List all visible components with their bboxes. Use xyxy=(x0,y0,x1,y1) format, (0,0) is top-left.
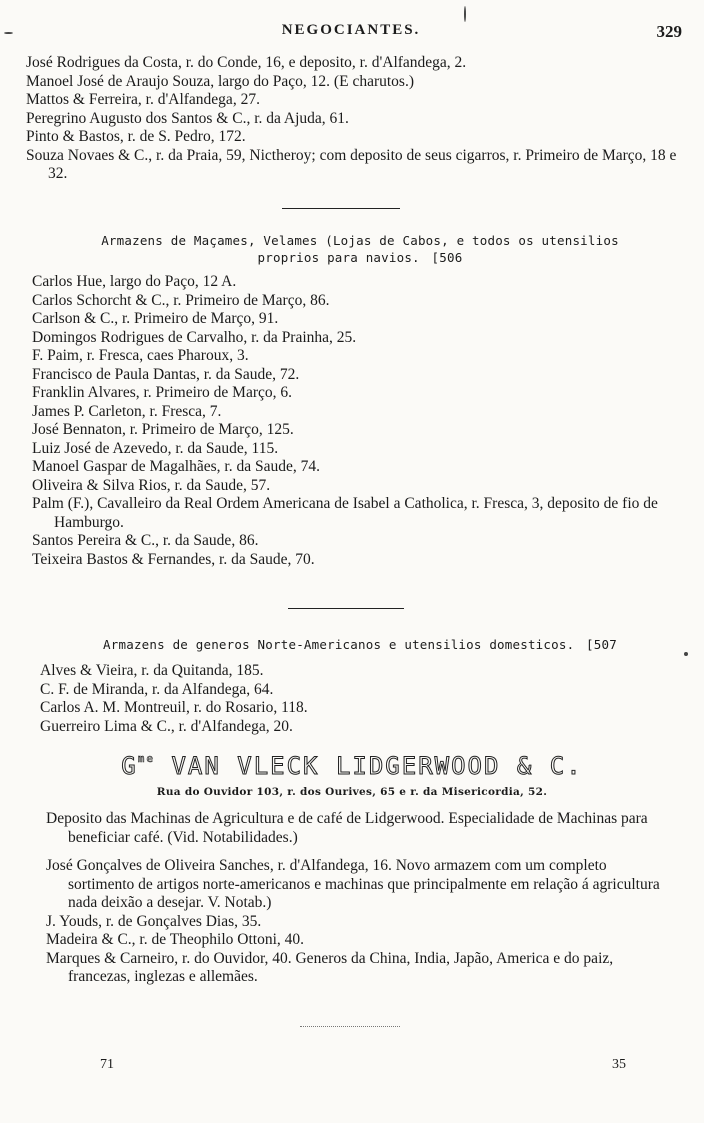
section-heading-text: Armazens de Maçames, Velames (Lojas de Cabos, e todos os utensilios proprios para navios. xyxy=(101,233,619,265)
list-item: Guerreiro Lima & C., r. d'Alfandega, 20. xyxy=(40,717,293,735)
list-item: José Gonçalves de Oliveira Sanches, r. d'Alfandega, 16. Novo armazem com um completo sortimento de artigos norte-americanos e machinas que principalmente em relação á agricultura nada deixão a desejar. V. Notab.) xyxy=(46,857,660,911)
footer-signature-left: 71 xyxy=(100,1057,114,1072)
list-item: James P. Carleton, r. Fresca, 7. xyxy=(32,402,222,420)
margin-mark xyxy=(684,652,688,656)
section-divider xyxy=(282,208,400,209)
dotted-divider xyxy=(300,1026,400,1027)
van-vleck-name: VAN VLECK LIDGERWOOD & C. xyxy=(171,752,583,780)
macames-entry-list xyxy=(32,273,692,569)
van-vleck-heading xyxy=(0,752,704,780)
list-item: Franklin Alvares, r. Primeiro de Março, 6. xyxy=(32,384,293,401)
top-entry-list xyxy=(26,54,686,184)
list-item: José Rodrigues da Costa, r. do Conde, 16, e deposito, r. d'Alfandega, 2. xyxy=(26,54,467,71)
list-item: Mattos & Ferreira, r. d'Alfandega, 27. xyxy=(26,91,260,108)
list-item: Teixeira Bastos & Fernandes, r. da Saude, 70. xyxy=(32,550,315,568)
list-item: Souza Novaes & C., r. da Praia, 59, Nictheroy; com deposito de seus cigarros, r. Primeiro de Março, 18 e 32. xyxy=(26,146,677,182)
section-divider xyxy=(288,608,404,609)
list-item: Peregrino Augusto dos Santos & C., r. da Ajuda, 61. xyxy=(26,109,349,127)
van-vleck-address: Rua do Ouvidor 103, r. dos Ourives, 65 e r. da Misericordia, 52. xyxy=(156,786,548,798)
list-item: Carlos A. M. Montreuil, r. do Rosario, 118. xyxy=(40,699,308,716)
section-number: [506 xyxy=(431,250,463,265)
page-header xyxy=(20,22,682,46)
list-item: J. Youds, r. de Gonçalves Dias, 35. xyxy=(46,912,262,930)
section-heading-text: Armazens de generos Norte-Americanos e utensilios domesticos. xyxy=(103,637,575,652)
generos-entry-list-b xyxy=(46,810,674,987)
list-item: F. Paim, r. Fresca, caes Pharoux, 3. xyxy=(32,347,249,364)
section-number: [507 xyxy=(586,637,617,652)
list-item: Oliveira & Silva Rios, r. da Saude, 57. xyxy=(32,476,271,494)
footer-signature-right: 35 xyxy=(612,1057,626,1072)
section-heading-macames xyxy=(70,232,650,266)
section-heading-generos xyxy=(70,636,650,653)
list-item: Carlos Schorcht & C., r. Primeiro de Março, 86. xyxy=(32,291,330,309)
list-item: Palm (F.), Cavalleiro da Real Ordem Americana de Isabel a Catholica, r. Fresca, 3, deposito de fio de Hamburgo. xyxy=(32,495,658,531)
margin-mark xyxy=(4,32,13,34)
list-item: C. F. de Miranda, r. da Alfandega, 64. xyxy=(40,680,274,698)
list-item: Pinto & Bastos, r. de S. Pedro, 172. xyxy=(26,128,246,145)
list-item: Carlson & C., r. Primeiro de Março, 91. xyxy=(32,310,279,327)
list-item: Domingos Rodrigues de Carvalho, r. da Prainha, 25. xyxy=(32,328,357,346)
list-item: Carlos Hue, largo do Paço, 12 A. xyxy=(32,273,237,290)
list-item: Deposito das Machinas de Agricultura e de café de Lidgerwood. Especialidade de Machinas para beneficiar café. (Vid. Notabilidades.) xyxy=(46,810,648,846)
list-item: Santos Pereira & C., r. da Saude, 86. xyxy=(32,532,259,549)
list-item: Manoel José de Araujo Souza, largo do Paço, 12. (E charutos.) xyxy=(26,72,414,90)
margin-mark xyxy=(464,6,466,22)
van-vleck-prefix: G xyxy=(121,752,138,780)
list-item: Alves & Vieira, r. da Quitanda, 185. xyxy=(40,662,264,679)
list-item: José Bennaton, r. Primeiro de Março, 125. xyxy=(32,421,294,438)
list-item: Madeira & C., r. de Theophilo Ottoni, 40. xyxy=(46,931,305,948)
list-item: Luiz José de Azevedo, r. da Saude, 115. xyxy=(32,439,279,457)
generos-entry-list-a xyxy=(40,662,700,736)
list-item: Manoel Gaspar de Magalhães, r. da Saude, 74. xyxy=(32,458,320,475)
page-title: NEGOCIANTES. xyxy=(281,22,421,38)
page-number: 329 xyxy=(656,22,682,41)
van-vleck-sup: me xyxy=(137,752,155,765)
list-item: Marques & Carneiro, r. do Ouvidor, 40. Generos da China, India, Japão, America e do paiz, francezas, inglezas e allemães. xyxy=(46,949,614,985)
list-item: Francisco de Paula Dantas, r. da Saude, 72. xyxy=(32,365,300,383)
